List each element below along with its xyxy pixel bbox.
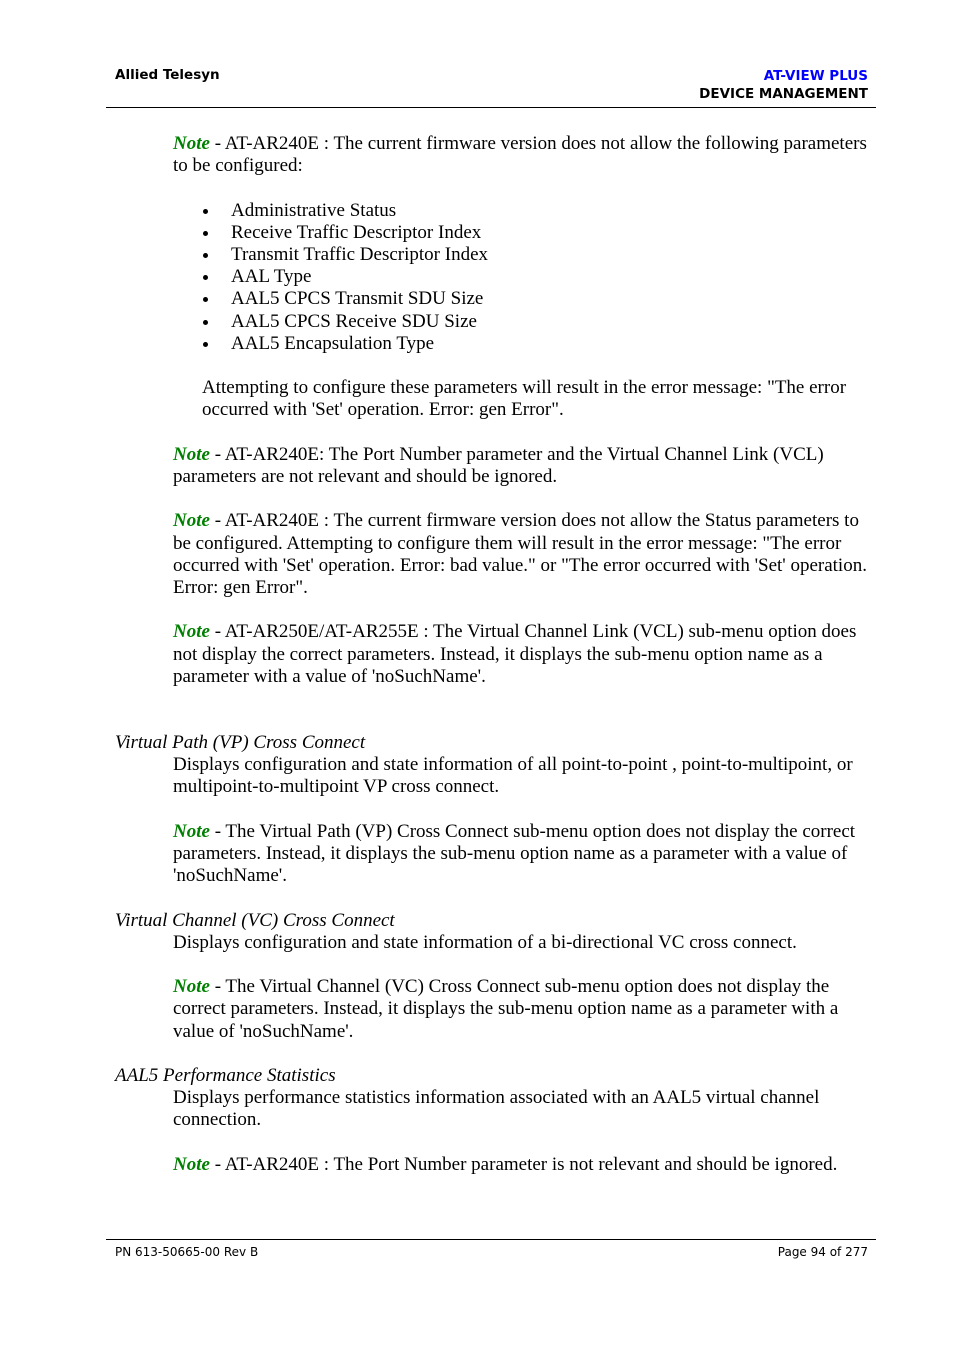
note-label: Note xyxy=(173,1153,210,1175)
note-text: - AT-AR240E : The Port Number parameter is not relevant and should be ignored. xyxy=(209,1153,838,1175)
note-text: - The Virtual Path (VP) Cross Connect sub-menu option does not display the correct parameters. Instead, it displays the sub-menu option name as a parameter with a value of 'noSuchName'. xyxy=(173,820,856,887)
note-label: Note xyxy=(173,133,210,154)
section-description: Displays configuration and state information of all point-to-point , point-to-multipoint, or multipoint-to-multipoint VP cross connect. xyxy=(173,754,853,798)
list-item: Transmit Traffic Descriptor Index xyxy=(202,244,954,266)
header-rule xyxy=(106,107,876,108)
note-paragraph xyxy=(173,621,868,688)
list-item: AAL5 CPCS Transmit SDU Size xyxy=(202,288,954,310)
footer-rule xyxy=(106,1239,876,1240)
list-item: AAL Type xyxy=(202,266,954,288)
note-paragraph xyxy=(173,510,868,599)
note-paragraph xyxy=(173,821,868,888)
note-label: Note xyxy=(173,820,210,842)
section-heading: AAL5 Performance Statistics xyxy=(115,1064,336,1086)
header-title-block xyxy=(699,67,868,103)
error-message-paragraph: Attempting to configure these parameters will result in the error message: "The error occurred with 'Set' operation. Error: gen Error". xyxy=(202,377,847,421)
note-label: Note xyxy=(173,621,210,643)
note-paragraph xyxy=(173,133,868,177)
list-item: Administrative Status xyxy=(202,200,954,222)
page-number: Page 94 of 277 xyxy=(777,1245,868,1259)
list-item: AAL5 CPCS Receive SDU Size xyxy=(202,311,954,333)
company-name: Allied Telesyn xyxy=(115,67,220,83)
note-text: - AT-AR240E : The current firmware version does not allow the following parameters to be configured: xyxy=(173,133,867,177)
note-paragraph xyxy=(173,444,868,488)
note-text: - AT-AR240E : The current firmware version does not allow the Status parameters to be configured. Attempting to configure them will result in the error message: "The error occurred with 'Set' operation. Error: bad value." or "The error occurred with 'Set' operation. Error: gen Error". xyxy=(173,510,867,598)
parameter-list xyxy=(202,200,954,355)
note-paragraph xyxy=(173,976,868,1043)
note-text: - AT-AR240E: The Port Number parameter and the Virtual Channel Link (VCL) parameters are not relevant and should be ignored. xyxy=(173,443,824,487)
note-text: - AT-AR250E/AT-AR255E : The Virtual Channel Link (VCL) sub-menu option does not display the correct parameters. Instead, it displays the sub-menu option name as a parameter with a value of 'noSuchName'. xyxy=(173,621,857,687)
product-name: AT-VIEW PLUS xyxy=(763,68,868,84)
note-paragraph xyxy=(173,1154,868,1176)
section-name: DEVICE MANAGEMENT xyxy=(699,86,868,102)
list-item: Receive Traffic Descriptor Index xyxy=(202,222,954,244)
section-heading: Virtual Path (VP) Cross Connect xyxy=(115,732,366,753)
section-heading: Virtual Channel (VC) Cross Connect xyxy=(115,909,395,931)
note-label: Note xyxy=(173,976,210,998)
note-text: - The Virtual Channel (VC) Cross Connect sub-menu option does not display the correct parameters. Instead, it displays the sub-menu option name as a parameter with a value of 'noSuchName'. xyxy=(173,976,839,1042)
section-description: Displays configuration and state information of a bi-directional VC cross connect. xyxy=(173,931,797,953)
page-body xyxy=(0,133,954,1176)
note-label: Note xyxy=(173,510,210,532)
section-description: Displays performance statistics information associated with an AAL5 virtual channel connection. xyxy=(173,1087,820,1131)
list-item: AAL5 Encapsulation Type xyxy=(202,333,954,355)
part-number: PN 613-50665-00 Rev B xyxy=(115,1245,259,1259)
note-label: Note xyxy=(173,443,210,465)
